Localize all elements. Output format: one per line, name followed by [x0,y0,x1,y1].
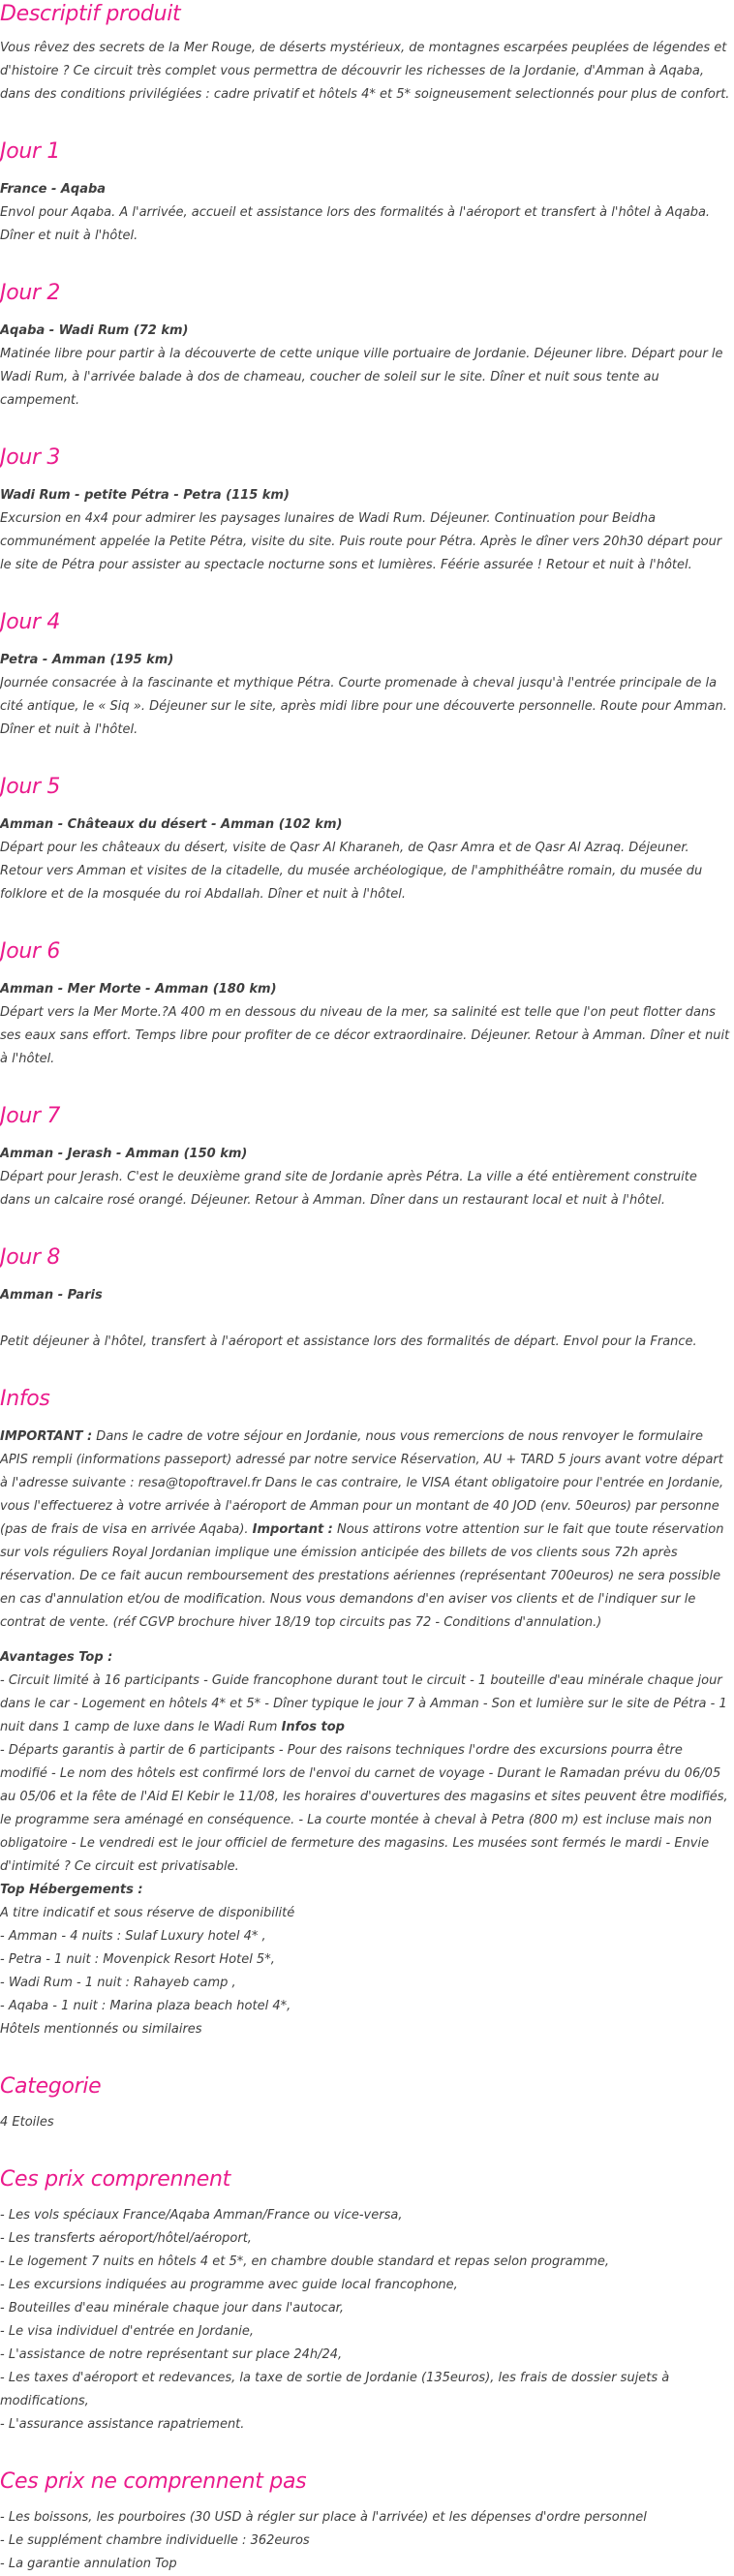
day-title: Jour 2 [0,281,61,305]
hotels-line: - Aqaba - 1 nuit : Marina plaza beach hotel 4*, [0,1999,291,2013]
day-route: Aqaba - Wadi Rum (72 km) [0,323,189,338]
infos-top-text: - Départs garantis à partir de 6 participants - Pour des raisons techniques l'ordre des excursions pourra être modifié - Le nom des hôtels est confirmé lors de l'envoi du carnet de voyage - Durant le Ramadan prévu du 06/05 au 05/06 et la fête de l'Aid El Kebir le 11/08, les horaires d'ouvertures des magasins et sites peuvent être modifiés, le programme sera aménagé en conséquence. - La courte montée à cheval à Petra (800 m) est incluse mais non obligatoire - Le vendredi est le jour officiel de fermeture des magasins. Les musées sont fermés le mardi - Envie d'intimité ? Ce circuit est privatisable. [0,1743,728,1874]
day-text: Départ pour Jerash. C'est le deuxième grand site de Jordanie après Pétra. La ville a été entièrement construite dans un calcaire rosé orangé. Déjeuner. Retour à Amman. Dîner dans un restaurant local et nuit à l'hôtel. [0,1170,697,1208]
excluded-item: - La garantie annulation Top [0,2557,177,2571]
included-item: - L'assistance de notre représentant sur place 24h/24, [0,2347,343,2362]
day-route: Amman - Jerash - Amman (150 km) [0,1147,248,1161]
included-title: Ces prix comprennent [0,2167,231,2192]
included-item: - Les transferts aéroport/hôtel/aéroport, [0,2231,252,2246]
advantages-label: Avantages Top : [0,1650,113,1665]
infos-title: Infos [0,1387,50,1411]
day-title: Jour 1 [0,139,61,164]
category-title: Categorie [0,2074,102,2099]
day-8 [0,1243,731,1354]
included-item: - Les vols spéciaux France/Aqaba Amman/France ou vice-versa, [0,2208,403,2223]
day-route: Amman - Paris [0,1288,103,1303]
category-section [0,2072,731,2134]
day-title: Jour 5 [0,775,61,799]
description-text: Vous rêvez des secrets de la Mer Rouge, de déserts mystérieux, de montagnes escarpées peuplées de légendes et d'histoire ? Ce circuit très complet vous permettra de découvrir les richesses de la Jordanie, d'Amman à Aqaba, dans des conditions privilégiées : cadre privatif et hôtels 4* et 5* soigneusement selectionnés pour plus de confort. [0,41,730,102]
important-paragraph [0,1426,731,1635]
excluded-list [0,2506,731,2576]
day-5 [0,773,731,906]
included-item: - L'assurance assistance rapatriement. [0,2417,245,2432]
description-title: Descriptif produit [0,2,181,26]
included-item: - Les taxes d'aéroport et redevances, la taxe de sortie de Jordanie (135euros), les frais de dossier sujets à modifications, [0,2371,670,2408]
day-2 [0,279,731,413]
day-6 [0,937,731,1071]
day-text: Départ vers la Mer Morte.?A 400 m en dessous du niveau de la mer, sa salinité est telle que l'on peut flotter dans ses eaux sans effort. Temps libre pour profiter de ce décor extraordinaire. Déjeuner. Retour à Amman. Dîner et nuit à l'hôtel. [0,1005,730,1066]
day-route: France - Aqaba [0,182,107,197]
important-text-2: Nous attirons votre attention sur le fait que toute réservation sur vols réguliers Royal Jordanian implique une émission anticipée des billets de vos clients sous 72h après réservation. De ce fait aucun remboursement des prestations aériennes (représentant 700euros) ne sera possible en cas d'annulation et/ou de modification. Nous vous demandons d'en aviser vos clients et de l'indiquer sur le contrat de vente. (réf CGVP brochure hiver 18/19 top circuits pas 72 - Conditions d'annulation.) [0,1522,724,1630]
day-title: Jour 7 [0,1104,61,1128]
excluded-section [0,2468,731,2576]
hotels-line: A titre indicatif et sous réserve de disponibilité [0,1906,295,1920]
important-label: IMPORTANT : [0,1429,93,1444]
included-item: - Le visa individuel d'entrée en Jordanie, [0,2324,254,2339]
important-text: Dans le cadre de votre séjour en Jordanie, nous vous remercions de nous renvoyer le formulaire APIS rempli (informations passeport) adressé par notre service Réservation, AU + TARD 5 jours avant votre départ à l'adresse suivante : resa@topoftravel.fr Dans le cas contraire, le VISA étant obligatoire pour l'entrée en Jordanie, vous l'effectuerez à votre arrivée à l'aéroport de Amman pour un montant de 40 JOD (env. 50euros) par personne (pas de frais de visa en arrivée Aqaba). [0,1429,724,1537]
day-1 [0,138,731,248]
hotels-line: Hôtels mentionnés ou similaires [0,2022,202,2037]
day-text: Départ pour les châteaux du désert, visite de Qasr Al Kharaneh, de Qasr Amra et de Qasr Al Azraq. Déjeuner. Retour vers Amman et visites de la citadelle, du musée archéologique, de l'amphithéâtre romain, du musée du folklore et de la mosquée du roi Abdallah. Dîner et nuit à l'hôtel. [0,841,703,902]
hotels-line: - Petra - 1 nuit : Movenpick Resort Hotel 5*, [0,1952,275,1967]
included-item: - Bouteilles d'eau minérale chaque jour dans l'autocar, [0,2301,344,2315]
important-label-2: Important : [252,1522,333,1537]
day-route: Petra - Amman (195 km) [0,653,174,667]
included-section [0,2165,731,2437]
day-title: Jour 4 [0,610,61,634]
day-title: Jour 3 [0,445,61,470]
infos-section [0,1385,731,2041]
day-title: Jour 8 [0,1245,61,1270]
advantages-paragraph [0,1670,731,1879]
day-3 [0,444,731,577]
day-route: Amman - Châteaux du désert - Amman (102 km) [0,817,343,832]
hotels-label: Top Hébergements : [0,1883,143,1897]
day-7 [0,1102,731,1212]
category-value: 4 Etoiles [0,2115,54,2130]
itinerary [0,138,731,1354]
day-route: Wadi Rum - petite Pétra - Petra (115 km) [0,488,290,503]
day-text: Envol pour Aqaba. A l'arrivée, accueil et assistance lors des formalités à l'aéroport et transfert à l'hôtel à Aqaba. Dîner et nuit à l'hôtel. [0,205,711,243]
included-item: - Les excursions indiquées au programme avec guide local francophone, [0,2278,458,2292]
day-text: Journée consacrée à la fascinante et mythique Pétra. Courte promenade à cheval jusqu'à l'entrée principale de la cité antique, le « Siq ». Déjeuner sur le site, après midi libre pour une découverte personnelle. Route pour Amman. Dîner et nuit à l'hôtel. [0,676,727,737]
excluded-item: - Le supplément chambre individuelle : 362euros [0,2533,310,2548]
day-route: Amman - Mer Morte - Amman (180 km) [0,982,277,997]
excluded-item: - Les boissons, les pourboires (30 USD à régler sur place à l'arrivée) et les dépenses d'ordre personnel [0,2510,647,2525]
infos-top-label: Infos top [281,1720,345,1734]
day-4 [0,608,731,742]
day-text: Petit déjeuner à l'hôtel, transfert à l'aéroport et assistance lors des formalités de départ. Envol pour la France. [0,1334,697,1349]
day-title: Jour 6 [0,939,61,964]
day-text: Matinée libre pour partir à la découverte de cette unique ville portuaire de Jordanie. Déjeuner libre. Départ pour le Wadi Rum, à l'arrivée balade à dos de chameau, coucher de soleil sur le site. Dîner et nuit sous tente au campement. [0,347,723,408]
hotels-line: - Wadi Rum - 1 nuit : Rahayeb camp , [0,1976,236,1990]
description-section [0,0,731,107]
day-text: Excursion en 4x4 pour admirer les paysages lunaires de Wadi Rum. Déjeuner. Continuation pour Beidha communément appelée la Petite Pétra, visite du site. Puis route pour Pétra. Après le dîner vers 20h30 départ pour le site de Pétra pour assister au spectacle nocturne sons et lumières. Féérie assurée ! Retour et nuit à l'hôtel. [0,511,722,572]
hotels-line: - Amman - 4 nuits : Sulaf Luxury hotel 4* , [0,1929,266,1944]
advantages-text: - Circuit limité à 16 participants - Guide francophone durant tout le circuit - 1 bouteille d'eau minérale chaque jour dans le car - Logement en hôtels 4* et 5* - Dîner typique le jour 7 à Amman - Son et lumière sur le site de Pétra - 1 nuit dans 1 camp de luxe dans le Wadi Rum [0,1673,727,1734]
included-item: - Le logement 7 nuits en hôtels 4 et 5*, en chambre double standard et repas selon programme, [0,2254,610,2269]
excluded-title: Ces prix ne comprennent pas [0,2469,307,2494]
included-list [0,2204,731,2437]
